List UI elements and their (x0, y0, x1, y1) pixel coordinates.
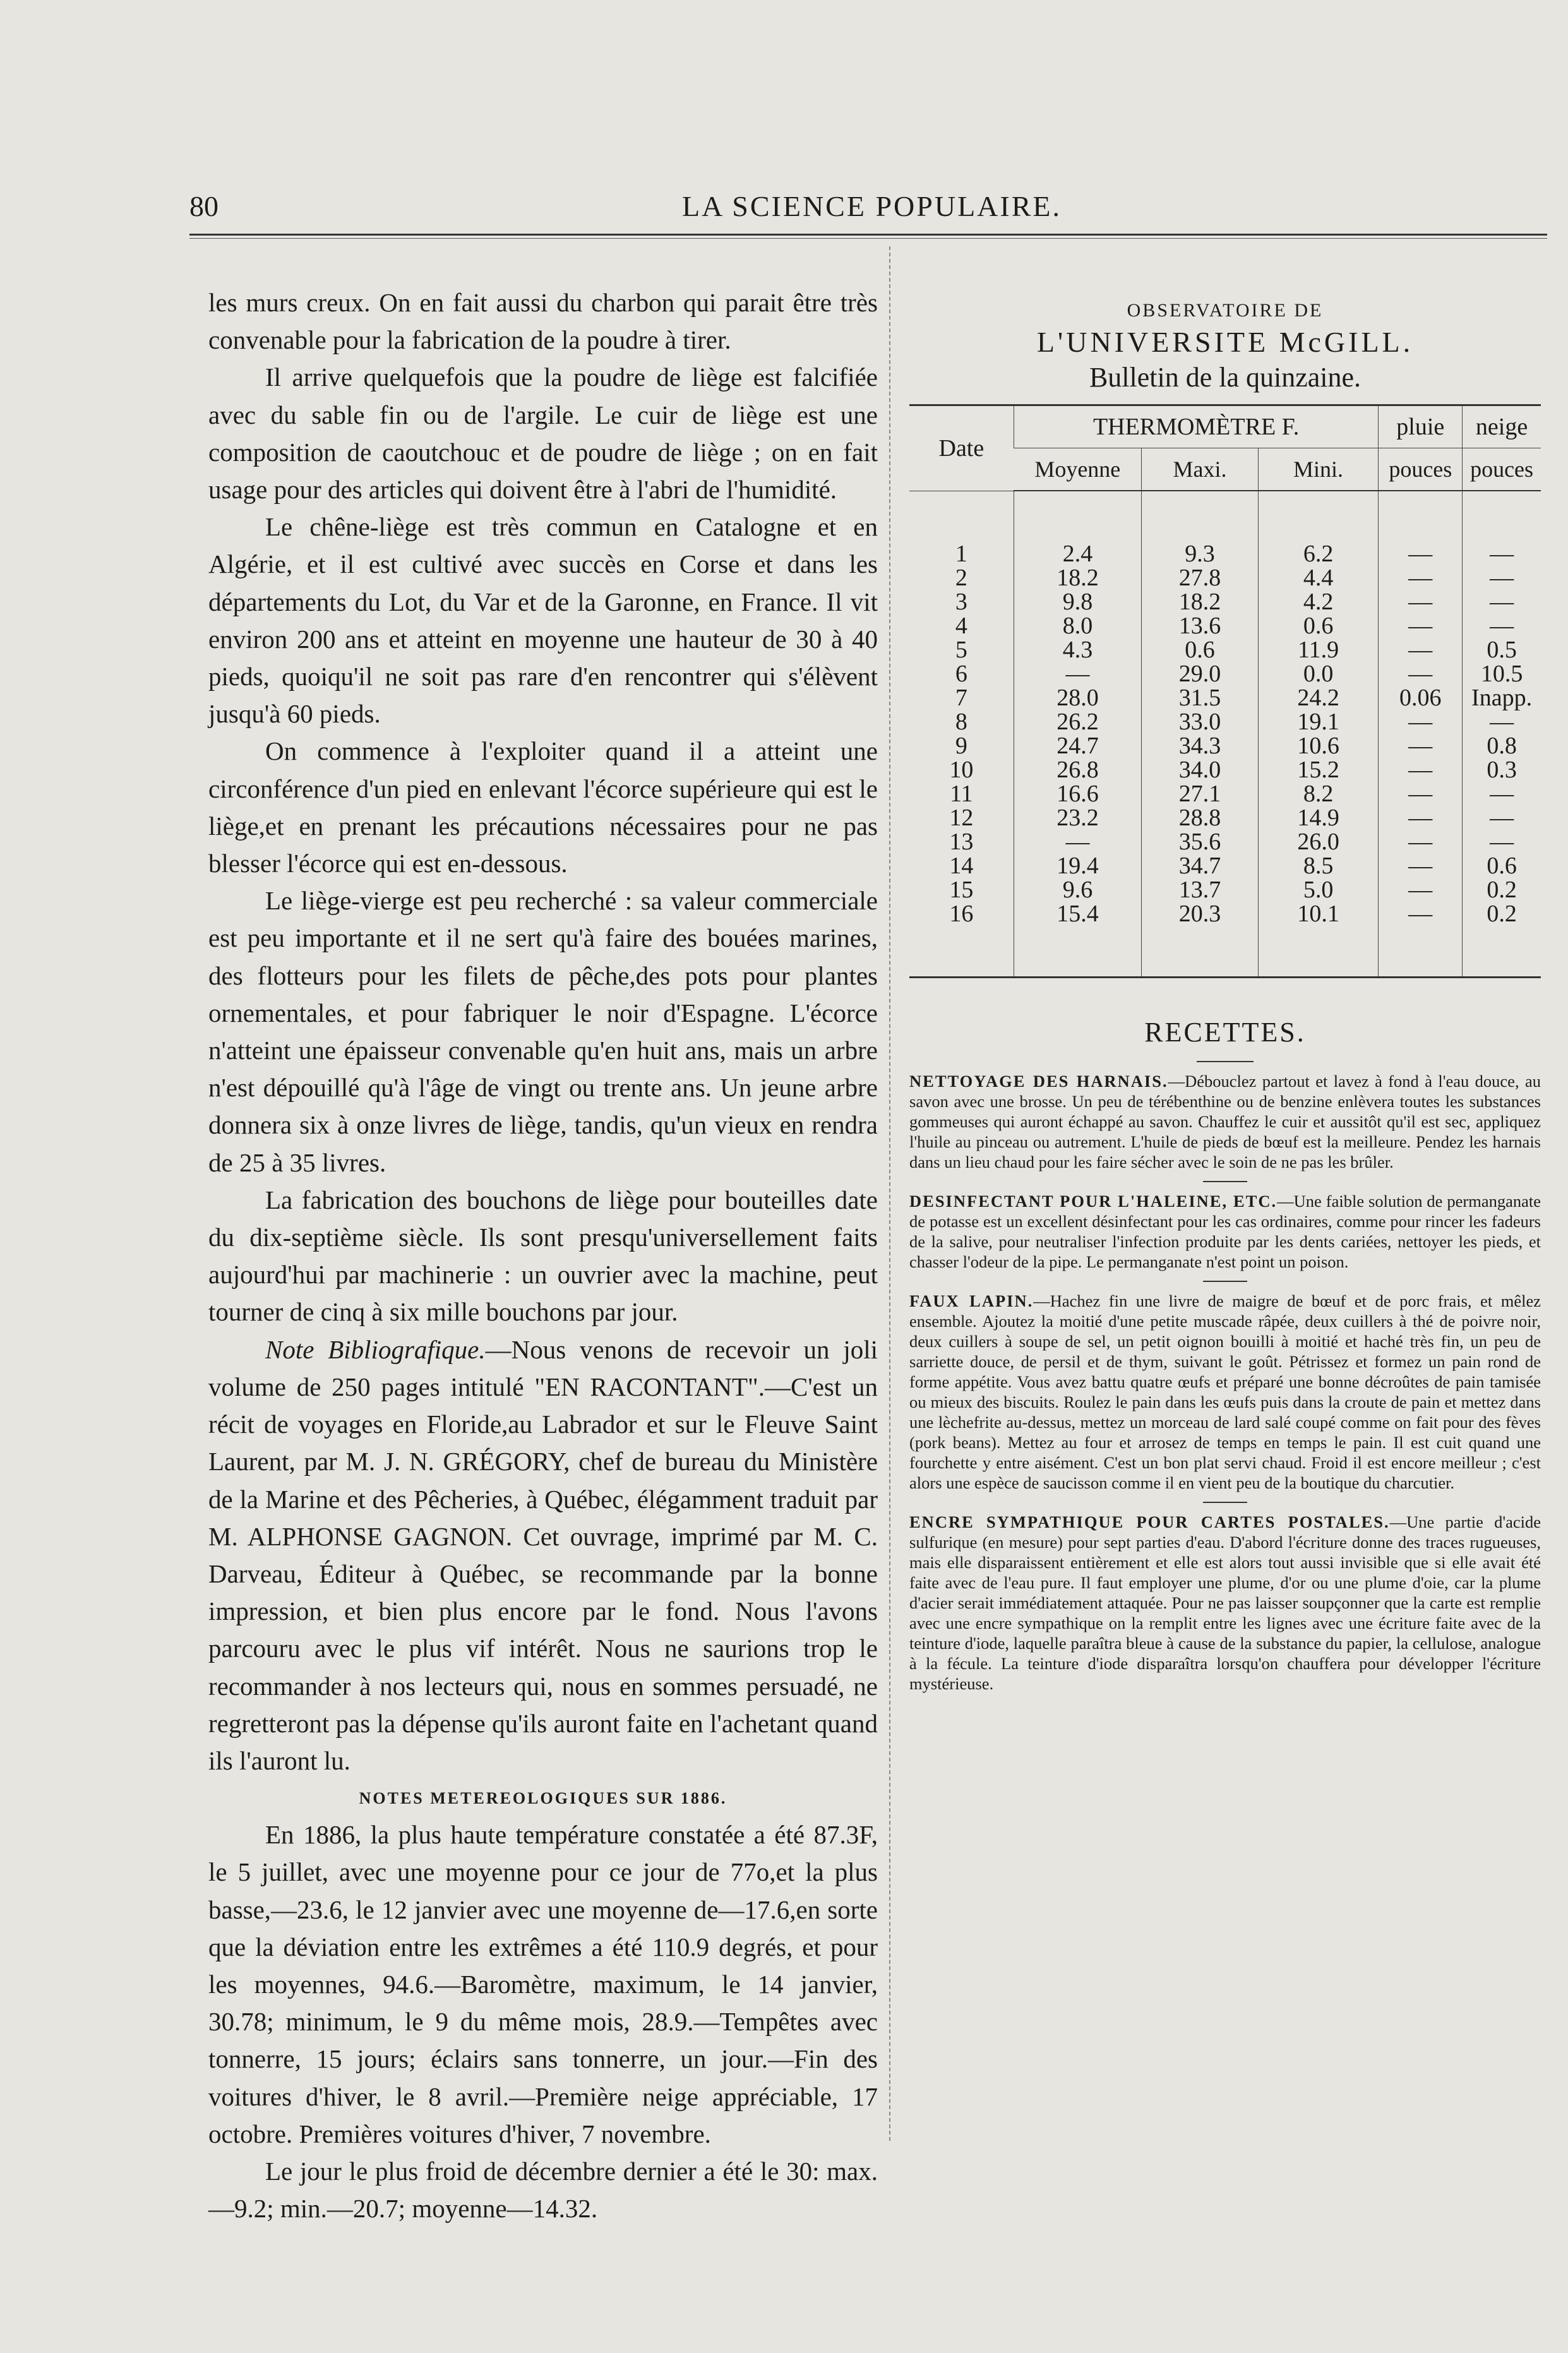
note-label: Note Bibliografique. (265, 1334, 486, 1364)
header-date: Date (909, 405, 1014, 491)
table-row (909, 830, 1541, 854)
observatory-title: OBSERVATOIRE DE (1127, 300, 1324, 321)
cell-neige: — (1463, 710, 1541, 734)
paragraph: La fabrication des bouchons de liège pour bouteilles date du dix-septième siècle. Ils sont presqu'universellement faits aujourd'hui par machinerie : un ouvrier avec la machine, peut tourner de cinq à six mille bouchons par jour. (208, 1185, 878, 1327)
cell-mini: 19.1 (1258, 710, 1379, 734)
cell-pluie: — (1379, 734, 1463, 758)
cell-neige: 10.5 (1463, 662, 1541, 686)
divider (1203, 1502, 1247, 1503)
table-row (909, 878, 1541, 902)
cell-maxi: 34.7 (1142, 854, 1258, 878)
cell-moyenne: 9.8 (1014, 590, 1142, 614)
cell-date: 3 (955, 589, 967, 615)
cell-maxi: 31.5 (1142, 686, 1258, 710)
recipe-heading: ENCRE SYMPATHIQUE POUR CARTES POSTALES. (909, 1512, 1390, 1531)
cell-neige: Inapp. (1463, 686, 1541, 710)
cell-neige: 0.8 (1463, 734, 1541, 758)
table-row (909, 710, 1541, 734)
cell-neige: — (1463, 806, 1541, 830)
cell-mini: 10.1 (1258, 902, 1379, 926)
cell-moyenne: 18.2 (1014, 566, 1142, 590)
cell-pluie: — (1379, 758, 1463, 782)
cell-maxi: 29.0 (1142, 662, 1258, 686)
cell-maxi: 28.8 (1142, 806, 1258, 830)
cell-pluie: — (1379, 878, 1463, 902)
cell-maxi: 13.6 (1142, 614, 1258, 638)
cell-maxi: 27.8 (1142, 566, 1258, 590)
cell-pluie: — (1379, 590, 1463, 614)
recettes-title: RECETTES. (1144, 1017, 1306, 1048)
cell-maxi: 27.1 (1142, 782, 1258, 806)
cell-date: 6 (955, 661, 967, 687)
notes-heading: NOTES METEREOLOGIQUES SUR 1886. (359, 1789, 727, 1808)
cell-moyenne: 23.2 (1014, 806, 1142, 830)
paragraph: On commence à l'exploiter quand il a atteint une circonférence d'un pied en enlevant l'écorce supérieure qui est le liège,et en prenant les précautions nécessaires pour ne pas blesser l'écorce qui est en-dessous. (208, 736, 878, 878)
recipe-text: —Débouclez partout et lavez à fond à l'eau douce, au savon avec une brosse. Un peu de térébenthine ou de benzine enlèvera toutes les substances gommeuses qui auront échappé au savon. Chauffez le cuir et aussitôt qu'il est sec, appliquez l'huile au pinceau ou autrement. L'huile de pieds de bœuf est la meilleure. Pendez les harnais dans un lieu chaud pour les faire sécher avec le soin de ne pas les brûler. (909, 1072, 1541, 1171)
cell-date: 10 (949, 757, 974, 783)
cell-mini: 14.9 (1258, 806, 1379, 830)
cell-maxi: 20.3 (1142, 902, 1258, 926)
cell-pluie: — (1379, 806, 1463, 830)
cell-maxi: 9.3 (1142, 542, 1258, 566)
cell-pluie: — (1379, 710, 1463, 734)
cell-pluie: — (1379, 542, 1463, 566)
cell-date: 5 (955, 637, 967, 663)
note-bibliographique (208, 1331, 878, 1780)
cell-moyenne: 26.8 (1014, 758, 1142, 782)
cell-maxi: 0.6 (1142, 638, 1258, 662)
bulletin-title: Bulletin de la quinzaine. (1089, 362, 1362, 393)
observatory-name: L'UNIVERSITE McGILL. (1036, 326, 1414, 358)
cell-mini: 6.2 (1258, 542, 1379, 566)
header-maxi: Maxi. (1142, 448, 1258, 491)
cell-date: 2 (955, 565, 967, 591)
cell-date: 15 (949, 877, 974, 903)
cell-mini: 5.0 (1258, 878, 1379, 902)
cell-moyenne: 28.0 (1014, 686, 1142, 710)
cell-maxi: 33.0 (1142, 710, 1258, 734)
recipe-encre (909, 1512, 1541, 1694)
cell-pluie: 0.06 (1379, 686, 1463, 710)
cell-pluie: — (1379, 662, 1463, 686)
cell-moyenne: 26.2 (1014, 710, 1142, 734)
table-row (909, 542, 1541, 566)
header-mini: Mini. (1258, 448, 1379, 491)
cell-moyenne: 8.0 (1014, 614, 1142, 638)
recipe-heading: FAUX LAPIN. (909, 1291, 1034, 1310)
header-pouces-neige: pouces (1463, 448, 1541, 491)
paragraph: Le chêne-liège est très commun en Catalogne et en Algérie, et il est cultivé avec succès en Corse et dans les départements du Lot, du Var et de la Garonne, en France. Il vit environ 200 ans et atteint en moyenne une hauteur de 30 à 40 pieds, quoiqu'il ne soit pas rare d'en rencontrer qui s'élèvent jusqu'à 60 pieds. (208, 512, 878, 729)
cell-pluie: — (1379, 614, 1463, 638)
cell-mini: 4.4 (1258, 566, 1379, 590)
cell-maxi: 34.3 (1142, 734, 1258, 758)
recipe-text: —Hachez fin une livre de maigre de bœuf et de porc frais, et mêlez ensemble. Ajoutez la moitié d'une petite muscade râpée, deux cuillers à thé de poivre noir, deux cuillers à soupe de sel, un petit oignon bouilli à moitié et haché très fin, un peu de sarriette douce, de persil et de thym, suivant le goût. Pétrissez et formez un pain rond de forme appétite. Vous avez battu quatre œufs et préparé une bonne décroûtes de pain tamisée ou mieux des biscuits. Roulez le pain dans les œufs puis dans la croute de pain et mettez dans une lèchefrite au-dessus, mettez un morceau de lard salé coupé comme on fait pour des fèves (pork beans). Mettez au four et arrosez de temps en temps le pain. Il est cuit quand une fourchette y entre aisément. C'est un bon plat servi chaud. Froid il est encore meilleur ; c'est alors une espèce de saucisson comme il en vient peu de la boutique du charcutier. (909, 1291, 1541, 1492)
recipe-nettoyage (909, 1071, 1541, 1172)
cell-moyenne: 24.7 (1014, 734, 1142, 758)
weather-table (909, 404, 1541, 978)
recipe-text: —Une faible solution de permanganate de potasse est un excellent désinfectant pour les cas ordinaires, comme pour rincer les fadeurs de la salive, pour neutraliser l'infection produite par les dents cariées, nettoyer les pieds, et chasser l'odeur de la pipe. Le permanganate n'est point un poison. (909, 1192, 1541, 1271)
table-row (909, 806, 1541, 830)
cell-date: 1 (955, 541, 967, 567)
note-text: —Nous venons de recevoir un joli volume de 250 pages intitulé "EN RACONTANT".—C'est un récit de voyages en Floride,au Labrador et sur le Fleuve Saint Laurent, par M. J. N. GRÉGORY, chef de bureau du Ministère de la Marine et des Pêcheries, à Québec, élégamment traduit par M. ALPHONSE GAGNON. Cet ouvrage, imprimé par M. C. Darveau, Éditeur à Québec, se recommande par la bonne impression, et bien plus encore par le fond. Nous l'avons parcouru avec le plus vif intérêt. Nous ne saurions trop le recommander à nos lecteurs qui, nous en sommes persuadé, ne regretteront pas la dépense qu'ils auront faite en l'achetant quand ils l'auront lu. (208, 1334, 878, 1775)
column-divider (889, 246, 890, 2141)
cell-maxi: 18.2 (1142, 590, 1258, 614)
cell-moyenne: — (1014, 662, 1142, 686)
cell-maxi: 34.0 (1142, 758, 1258, 782)
recipe-faux-lapin (909, 1291, 1541, 1493)
cell-mini: 26.0 (1258, 830, 1379, 854)
cell-mini: 8.2 (1258, 782, 1379, 806)
cell-neige: — (1463, 590, 1541, 614)
cell-maxi: 35.6 (1142, 830, 1258, 854)
table-row (909, 638, 1541, 662)
page-number: 80 (189, 190, 218, 222)
cell-moyenne: 19.4 (1014, 854, 1142, 878)
cell-neige: 0.2 (1463, 878, 1541, 902)
cell-date: 12 (949, 805, 974, 831)
cell-neige: 0.6 (1463, 854, 1541, 878)
cell-moyenne: 2.4 (1014, 542, 1142, 566)
cell-mini: 0.6 (1258, 614, 1379, 638)
cell-mini: 15.2 (1258, 758, 1379, 782)
running-title: LA SCIENCE POPULAIRE. (682, 190, 1062, 222)
divider (1203, 1181, 1247, 1182)
cell-pluie: — (1379, 902, 1463, 926)
cell-date: 8 (955, 709, 967, 735)
header-rule (189, 234, 1547, 239)
paragraph: Le jour le plus froid de décembre dernier a été le 30: max.—9.2; min.—20.7; moyenne—14.32. (208, 2156, 878, 2224)
header-pluie: pluie (1379, 405, 1463, 448)
right-column (909, 284, 1541, 1699)
table-row (909, 686, 1541, 710)
paragraph: Le liège-vierge est peu recherché : sa valeur commerciale est peu importante et il ne sert qu'à faire des bouées marines, des flotteurs pour les filets de pêche,des pots pour plantes ornementales, et pour fabriquer le noir d'Espagne. L'écorce n'atteint une épaisseur convenable qu'en huit ans, mais un arbre n'est dépouillé qu'à l'âge de vingt ou trente ans. Un jeune arbre donnera six à onze livres de liège, tandis, qu'un vieux en rendra de 25 à 35 livres. (208, 886, 878, 1177)
cell-neige: — (1463, 830, 1541, 854)
cell-neige: — (1463, 542, 1541, 566)
paragraph: les murs creux. On en fait aussi du charbon qui parait être très convenable pour la fabrication de la poudre à tirer. (208, 288, 878, 355)
cell-moyenne: 9.6 (1014, 878, 1142, 902)
paragraph: En 1886, la plus haute température constatée a été 87.3F, le 5 juillet, avec une moyenne pour ce jour de 77o,et la plus basse,—23.6, le 12 janvier avec une moyenne de—17.6,en sorte que la déviation entre les extrêmes a été 110.9 degrés, et pour les moyennes, 94.6.—Baromètre, maximum, le 14 janvier, 30.78; minimum, le 9 du même mois, 28.9.—Tempêtes avec tonnerre, 15 jours; éclairs sans tonnerre, un jour.—Fin des voitures d'hiver, le 8 avril.—Première neige appréciable, 17 octobre. Premières voitures d'hiver, 7 novembre. (208, 1820, 878, 2148)
cell-mini: 11.9 (1258, 638, 1379, 662)
table-row (909, 566, 1541, 590)
header-thermometre: THERMOMÈTRE F. (1014, 405, 1379, 448)
header-moyenne: Moyenne (1014, 448, 1142, 491)
cell-mini: 10.6 (1258, 734, 1379, 758)
cell-neige: — (1463, 614, 1541, 638)
cell-date: 9 (955, 733, 967, 759)
recipe-heading: NETTOYAGE DES HARNAIS. (909, 1072, 1168, 1091)
table-row (909, 902, 1541, 926)
cell-neige: 0.2 (1463, 902, 1541, 926)
divider (1203, 1281, 1247, 1282)
cell-pluie: — (1379, 638, 1463, 662)
cell-pluie: — (1379, 830, 1463, 854)
cell-date: 16 (949, 901, 974, 927)
cell-neige: — (1463, 566, 1541, 590)
cell-mini: 24.2 (1258, 686, 1379, 710)
cell-date: 4 (955, 613, 967, 639)
header-pouces-pluie: pouces (1379, 448, 1463, 491)
paragraph: Il arrive quelquefois que la poudre de liège est falcifiée avec du sable fin ou de l'argile. Le cuir de liège est une composition de caoutchouc et de poudre de liège ; on en fait usage pour des articles qui doivent être à l'abri de l'humidité. (208, 362, 878, 505)
cell-date: 11 (950, 781, 973, 807)
cell-pluie: — (1379, 854, 1463, 878)
cell-date: 14 (949, 853, 974, 879)
divider (1197, 1061, 1254, 1062)
cell-date: 7 (955, 685, 967, 711)
header-neige: neige (1463, 405, 1541, 448)
table-row (909, 734, 1541, 758)
cell-pluie: — (1379, 566, 1463, 590)
cell-moyenne: — (1014, 830, 1142, 854)
cell-neige: — (1463, 782, 1541, 806)
table-row (909, 590, 1541, 614)
recipe-desinfectant (909, 1191, 1541, 1272)
cell-moyenne: 16.6 (1014, 782, 1142, 806)
cell-maxi: 13.7 (1142, 878, 1258, 902)
cell-moyenne: 15.4 (1014, 902, 1142, 926)
recipe-text: —Une partie d'acide sulfurique (en mesure) pour sept parties d'eau. D'abord l'écriture donne des traces rugueuses, mais elle disparaissent entièrement et elle est alors tout aussi invisible que si elle avait été faite avec de l'eau pure. Il faut employer une plume, d'or ou une plume d'oie, car la plume d'acier serait immédiatement attaquée. Pour ne pas laisser soupçonner que la carte est remplie avec une encre sympathique on la remplit entre les lignes avec une écriture faite avec de la teinture d'iode, laquelle paraîtra bleue à cause de la substance du papier, la cellulose, analogue à la fécule. La teinture d'iode disparaîtra lorsqu'on chauffera pour développer l'écriture mystérieuse. (909, 1512, 1541, 1693)
cell-neige: 0.5 (1463, 638, 1541, 662)
cell-moyenne: 4.3 (1014, 638, 1142, 662)
table-row (909, 758, 1541, 782)
cell-mini: 8.5 (1258, 854, 1379, 878)
cell-date: 13 (949, 829, 974, 855)
table-row (909, 614, 1541, 638)
table-row (909, 854, 1541, 878)
recipe-heading: DESINFECTANT POUR L'HALEINE, ETC. (909, 1192, 1278, 1211)
cell-mini: 4.2 (1258, 590, 1379, 614)
table-row (909, 782, 1541, 806)
page-header (189, 189, 1389, 227)
left-column (208, 284, 878, 2227)
cell-mini: 0.0 (1258, 662, 1379, 686)
table-row (909, 662, 1541, 686)
cell-pluie: — (1379, 782, 1463, 806)
cell-neige: 0.3 (1463, 758, 1541, 782)
